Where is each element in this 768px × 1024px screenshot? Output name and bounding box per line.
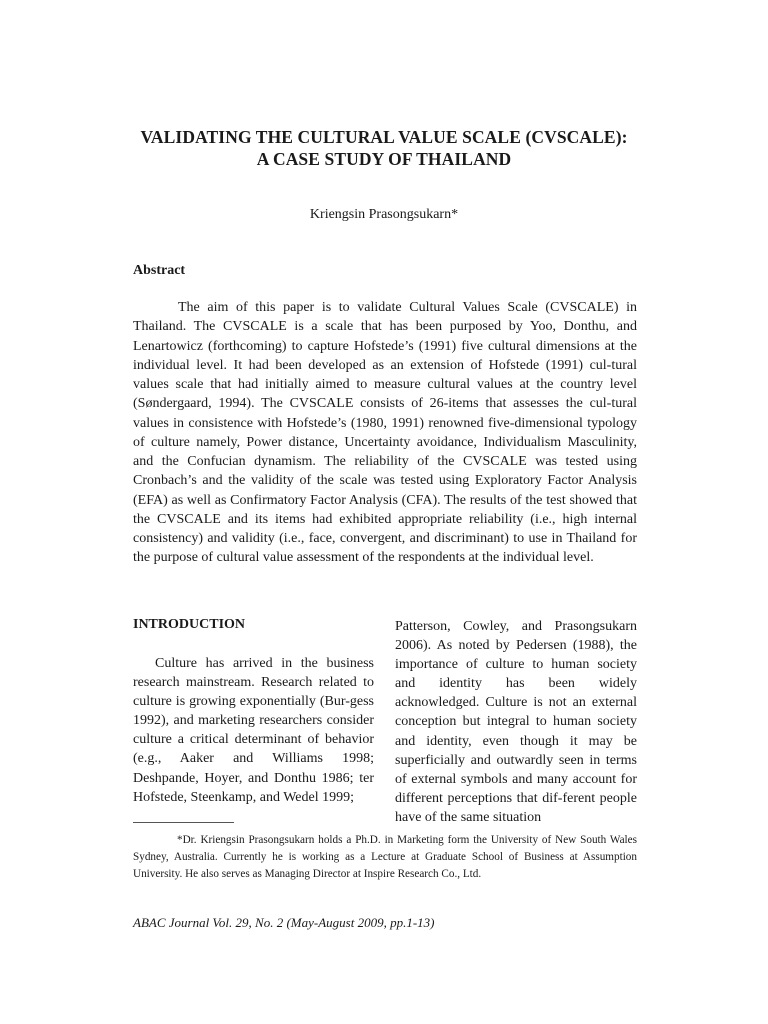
- paper-title: [0, 126, 768, 170]
- title-line-1: VALIDATING THE CULTURAL VALUE SCALE (CVSCALE):: [140, 127, 628, 147]
- introduction-paragraph-right: Patterson, Cowley, and Prasongsukarn 2006). As noted by Pedersen (1988), the importance of culture to human society and identity has been widely acknowledged. Culture is not an external conception but integral to human society and identity, even though it may be superficially and outwardly seen in terms of external symbols and many account for different perceptions that dif-ferent people have of the same situation: [395, 619, 637, 825]
- abstract-heading: Abstract: [133, 263, 186, 278]
- title-line-2: A CASE STUDY OF THAILAND: [256, 149, 512, 169]
- left-column: [133, 615, 374, 807]
- right-column: [395, 617, 637, 827]
- journal-citation: ABAC Journal Vol. 29, No. 2 (May-August 2009, pp.1-13): [133, 915, 435, 930]
- abstract-body: The aim of this paper is to validate Cultural Values Scale (CVSCALE) in Thailand. The CVSCALE is a scale that has been purposed by Yoo, Donthu, and Lenartowicz (forthcoming) to capture Hofstede’s (1991) five cultural dimensions at the individual level. It had been developed as an extension of Hofstede (1991) cul-tural values scale that had initially aimed to measure cultural values at the country level (Søndergaard, 1994). The CVSCALE consists of 26-items that assesses the cul-tural values in consistence with Hofstede’s (1980, 1991) renowned five-dimensional typology of culture namely, Power distance, Uncertainty avoidance, Individualism Masculinity, and the Confucian dynamism. The reliability of the CVSCALE was tested using Cronbach’s and the validity of the scale was tested using Exploratory Factor Analysis (EFA) as well as Confirmatory Factor Analysis (CFA). The results of the test showed that the CVSCALE and its items had exhibited appropriate reliability (i.e., high internal consistency) and validity (i.e., face, convergent, and discriminant) to use in Thailand for the purpose of cultural value assessment of the respondents at the individual level.: [133, 300, 637, 566]
- footnote-divider: [133, 822, 234, 823]
- author-footnote: *Dr. Kriengsin Prasongsukarn holds a Ph.D. in Marketing form the University of New South Wales Sydney, Australia. Currently he is working as a Lecture at Graduate School of Business at Assumption University. He also serves as Managing Director at Inspire Research Co., Ltd.: [133, 834, 637, 880]
- introduction-heading: INTRODUCTION: [133, 617, 246, 632]
- author-name: Kriengsin Prasongsukarn*: [309, 207, 459, 222]
- introduction-paragraph-left: Culture has arrived in the business research mainstream. Research related to culture is growing exponentially (Bur-gess 1992), and marketing researchers consider culture a critical determinant of behavior (e.g., Aaker and Williams 1998; Deshpande, Hoyer, and Donthu 1986; ter Hofstede, Steenkamp, and Wedel 1999;: [133, 656, 374, 805]
